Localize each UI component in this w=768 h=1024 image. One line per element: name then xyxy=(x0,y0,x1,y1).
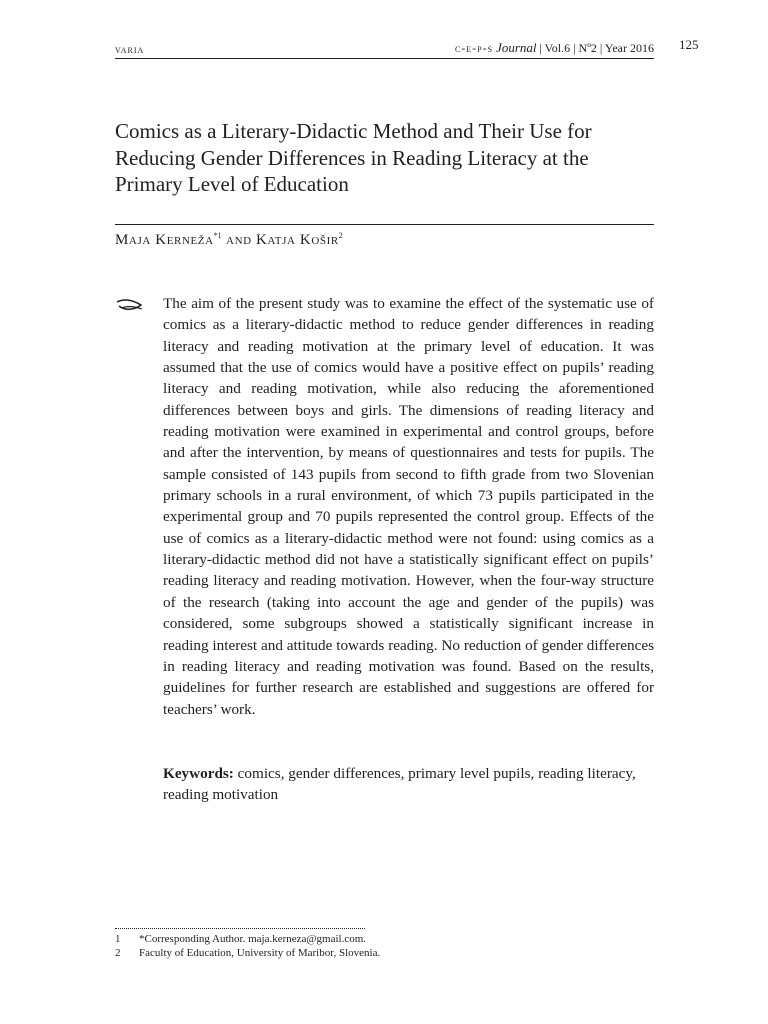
footnote-text: Faculty of Education, University of Maribor, Slovenia. xyxy=(139,947,381,959)
keywords-label: Keywords: xyxy=(163,765,234,782)
title-divider xyxy=(115,224,654,225)
section-label: varia xyxy=(115,44,145,56)
journal-info xyxy=(455,37,654,59)
abstract-text: The aim of the present study was to examine the effect of the systematic use of comics as a literary-didactic method to reduce gender differences in reading literacy and reading motivation at the primary level of education. It was assumed that the use of comics would have a positive effect on pupils’ reading literacy and reading motivation, while also reducing the aforementioned differences between boys and girls. The dimensions of reading literacy and reading motivation were examined in experimental and control groups, before and after the intervention, by means of questionnaires and tests for pupils. The sample consisted of 143 pupils from second to fifth grade from two Slovenian primary schools in a rural environment, of which 73 pupils participated in the experimental group and 70 pupils represented the control group. Effects of the use of comics as a literary-didactic method were not found: using comics as a literary-didactic method did not have a statistically significant effect on pupils’ reading literacy and reading motivation. However, when the four-way structure of the research (taking into account the age and gender of the pupils) was considered, some subgroups showed a statistically significant increase in reading interest and attitude towards reading. No reduction of gender differences in reading literacy and reading motivation was found. Based on the results, guidelines for further research are established and suggestions are offered for teachers’ work. xyxy=(163,295,654,718)
author-2: Katja Košir xyxy=(256,232,339,248)
running-header xyxy=(115,36,654,59)
footnote xyxy=(115,946,380,961)
article-title: Comics as a Literary-Didactic Method and Their Use for Reducing Gender Differences in Reading Literacy at the Primary Level of Education xyxy=(115,119,592,196)
journal-name: Journal xyxy=(496,40,537,55)
journal-brand: c-e-p-s xyxy=(454,41,494,55)
author-line xyxy=(115,231,343,249)
footnote-text: *Corresponding Author. maja.kerneza@gmail.com. xyxy=(139,933,367,945)
author-1-mark: *1 xyxy=(213,231,222,240)
footnote-number: 1 xyxy=(115,933,121,945)
author-conjunction: and xyxy=(226,232,252,248)
footnote-divider xyxy=(115,928,365,929)
issue-info: | Vol.6 | Nº2 | Year 2016 xyxy=(539,41,654,55)
author-2-mark: 2 xyxy=(338,231,343,240)
footnote xyxy=(115,932,366,947)
footnote-number: 2 xyxy=(115,947,121,959)
leaf-ornament-icon xyxy=(115,298,145,312)
page-number: 125 xyxy=(679,37,699,52)
keywords xyxy=(163,763,654,806)
keywords-text: comics, gender differences, primary level pupils, reading literacy, reading motivation xyxy=(163,765,636,804)
author-1: Maja Kerneža xyxy=(115,232,214,248)
